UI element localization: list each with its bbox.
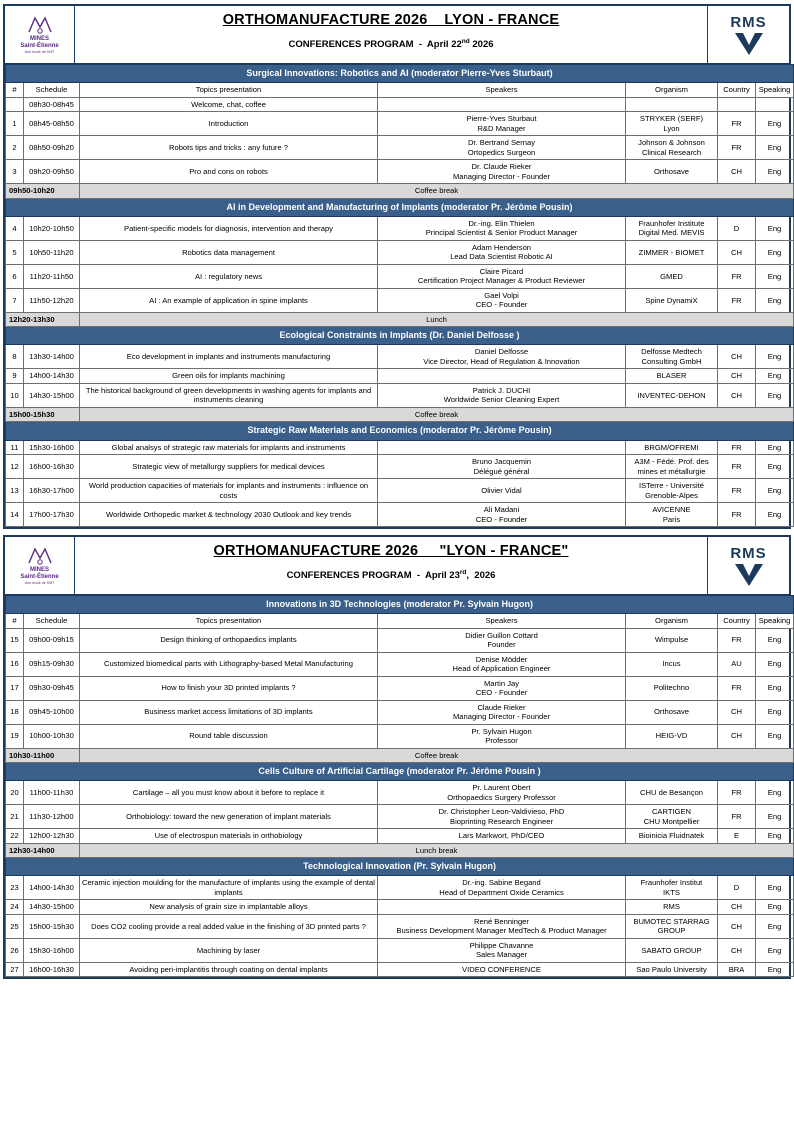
- row-number: 14: [6, 503, 24, 527]
- rms-logo-mark-icon: [735, 564, 763, 586]
- rms-logo-mark-icon: [735, 33, 763, 55]
- table-row: [6, 383, 794, 407]
- row-speaking: Eng: [756, 724, 794, 748]
- row-country: FR: [718, 781, 756, 805]
- row-country: CH: [718, 938, 756, 962]
- column-header: Speakers: [378, 83, 626, 97]
- row-organism: CARTIGEN CHU Montpellier: [626, 805, 718, 829]
- row-country: BRA: [718, 962, 756, 976]
- row-schedule: 15h30-16h00: [24, 938, 80, 962]
- row-number: 5: [6, 240, 24, 264]
- row-number: 18: [6, 700, 24, 724]
- table-row: [6, 97, 794, 111]
- table-row: [6, 829, 794, 843]
- row-speaking: Eng: [756, 876, 794, 900]
- table-row: [6, 805, 794, 829]
- row-country: FR: [718, 288, 756, 312]
- table-row: [6, 628, 794, 652]
- row-speaker: Philippe Chavanne Sales Manager: [378, 938, 626, 962]
- row-organism: Johnson & Johnson Clinical Research: [626, 136, 718, 160]
- row-number: 6: [6, 264, 24, 288]
- row-speaker: [378, 900, 626, 914]
- row-speaker: Claude Rieker Managing Director - Founder: [378, 700, 626, 724]
- row-topic: Pro and cons on robots: [80, 160, 378, 184]
- break-row: [6, 407, 794, 421]
- row-speaking: Eng: [756, 369, 794, 383]
- row-organism: STRYKER (SERF) Lyon: [626, 112, 718, 136]
- row-organism: INVENTEC-DEHON: [626, 383, 718, 407]
- row-topic: Machining by laser: [80, 938, 378, 962]
- column-header: Speakers: [378, 614, 626, 628]
- break-time: 09h50-10h20: [6, 184, 80, 198]
- row-schedule: 11h50-12h20: [24, 288, 80, 312]
- row-speaking: Eng: [756, 628, 794, 652]
- column-header: Schedule: [24, 83, 80, 97]
- section-title-row: [6, 198, 794, 216]
- row-number: 19: [6, 724, 24, 748]
- section-title: Ecological Constraints in Implants (Dr. Daniel Delfosse ): [6, 327, 794, 345]
- break-label: Coffee break: [80, 407, 794, 421]
- row-number: 4: [6, 216, 24, 240]
- row-speaker: Pr. Sylvain Hugon Professor: [378, 724, 626, 748]
- mines-logo-name-2: MINES Saint-Étienne: [20, 566, 59, 580]
- row-organism: [626, 97, 718, 111]
- break-label: Coffee break: [80, 748, 794, 762]
- row-schedule: 08h50-09h20: [24, 136, 80, 160]
- row-organism: Spine DynamiX: [626, 288, 718, 312]
- row-topic: Does CO2 cooling provide a real added value in the finishing of 3D printed parts ?: [80, 914, 378, 938]
- row-topic: Orthobiology: toward the new generation of implant materials: [80, 805, 378, 829]
- row-country: FR: [718, 628, 756, 652]
- row-schedule: 14h00-14h30: [24, 369, 80, 383]
- row-number: 16: [6, 652, 24, 676]
- day2-main-title: ORTHOMANUFACTURE 2026 "LYON - FRANCE": [213, 543, 569, 560]
- row-speaking: Eng: [756, 829, 794, 843]
- break-label: Lunch break: [80, 843, 794, 857]
- row-speaking: Eng: [756, 900, 794, 914]
- row-number: 12: [6, 455, 24, 479]
- row-number: 26: [6, 938, 24, 962]
- row-schedule: 10h00-10h30: [24, 724, 80, 748]
- break-time: 12h30-14h00: [6, 843, 80, 857]
- row-country: D: [718, 876, 756, 900]
- row-speaking: Eng: [756, 136, 794, 160]
- column-header: Speaking: [756, 614, 794, 628]
- column-header: Topics presentation: [80, 614, 378, 628]
- table-row: [6, 369, 794, 383]
- row-organism: Delfosse Medtech Consulting GmbH: [626, 345, 718, 369]
- row-number: 15: [6, 628, 24, 652]
- row-speaker: Dr. Christopher Leon-Valdivieso, PhD Bioprinting Research Engineer: [378, 805, 626, 829]
- row-country: FR: [718, 676, 756, 700]
- mines-logo-2: [5, 537, 75, 594]
- section-title: Cells Culture of Artificial Cartilage (moderator Pr. Jérôme Pousin ): [6, 763, 794, 781]
- row-number: 8: [6, 345, 24, 369]
- row-topic: Strategic view of metallurgy suppliers for medical devices: [80, 455, 378, 479]
- row-topic: The historical background of green developments in washing agents for implants and instruments cleaning: [80, 383, 378, 407]
- table-row: [6, 160, 794, 184]
- row-speaking: Eng: [756, 479, 794, 503]
- section-title-row: [6, 763, 794, 781]
- table-row: [6, 345, 794, 369]
- row-topic: AI : regulatory news: [80, 264, 378, 288]
- mines-logo-sub-2: Une école de l'IMT: [24, 581, 55, 586]
- row-topic: Green oils for implants machining: [80, 369, 378, 383]
- table-row: [6, 440, 794, 454]
- row-schedule: 09h30-09h45: [24, 676, 80, 700]
- row-speaker: Lars Markwort, PhD/CEO: [378, 829, 626, 843]
- row-country: CH: [718, 369, 756, 383]
- row-schedule: 14h30-15h00: [24, 900, 80, 914]
- row-speaking: Eng: [756, 938, 794, 962]
- row-number: 3: [6, 160, 24, 184]
- row-organism: RMS: [626, 900, 718, 914]
- mines-logo-name: MINES Saint-Étienne: [20, 35, 59, 49]
- row-speaking: Eng: [756, 345, 794, 369]
- row-number: 27: [6, 962, 24, 976]
- row-speaker: Ali Madani CEO - Founder: [378, 503, 626, 527]
- row-speaker: Daniel Delfosse Vice Director, Head of Regulation & Innovation: [378, 345, 626, 369]
- row-organism: Politechno: [626, 676, 718, 700]
- table-row: [6, 112, 794, 136]
- row-speaking: Eng: [756, 676, 794, 700]
- row-country: D: [718, 216, 756, 240]
- day1-block: [3, 4, 791, 529]
- row-schedule: 10h20-10h50: [24, 216, 80, 240]
- row-schedule: 16h30-17h00: [24, 479, 80, 503]
- row-schedule: 09h15-09h30: [24, 652, 80, 676]
- row-topic: Avoiding peri-implantitis through coating on dental implants: [80, 962, 378, 976]
- break-time: 12h20-13h30: [6, 312, 80, 326]
- row-speaker: Bruno Jacquemin Délégué général: [378, 455, 626, 479]
- row-country: CH: [718, 914, 756, 938]
- day1-header: [5, 6, 789, 64]
- table-row: [6, 652, 794, 676]
- day2-block: [3, 535, 791, 979]
- table-row: [6, 914, 794, 938]
- row-topic: World production capacities of materials for implants and instruments : influence on costs: [80, 479, 378, 503]
- row-topic: Ceramic injection moulding for the manufacture of implants using the example of dental implants: [80, 876, 378, 900]
- day2-table-body: [6, 596, 794, 977]
- row-schedule: 13h30-14h00: [24, 345, 80, 369]
- row-schedule: 14h00-14h30: [24, 876, 80, 900]
- rms-logo-2: [707, 537, 789, 594]
- row-speaker: Olivier Vidal: [378, 479, 626, 503]
- table-row: [6, 938, 794, 962]
- row-country: FR: [718, 455, 756, 479]
- section-title-row: [6, 422, 794, 440]
- row-speaker: Adam Henderson Lead Data Scientist Robotic AI: [378, 240, 626, 264]
- row-country: [718, 97, 756, 111]
- row-schedule: 09h45-10h00: [24, 700, 80, 724]
- row-speaker: [378, 440, 626, 454]
- row-number: 17: [6, 676, 24, 700]
- column-header: #: [6, 614, 24, 628]
- mines-logo: [5, 6, 75, 63]
- row-number: 24: [6, 900, 24, 914]
- row-topic: Robotics data management: [80, 240, 378, 264]
- break-row: [6, 312, 794, 326]
- row-number: 7: [6, 288, 24, 312]
- row-country: CH: [718, 724, 756, 748]
- row-topic: Worldwide Orthopedic market & technology 2030 Outlook and key trends: [80, 503, 378, 527]
- row-speaker: Claire Picard Certification Project Manager & Product Reviewer: [378, 264, 626, 288]
- column-header: Speaking: [756, 83, 794, 97]
- row-schedule: 15h30-16h00: [24, 440, 80, 454]
- break-row: [6, 184, 794, 198]
- day1-main-title: ORTHOMANUFACTURE 2026 LYON - FRANCE: [222, 12, 560, 28]
- row-speaker: Pierre-Yves Sturbaut R&D Manager: [378, 112, 626, 136]
- row-speaking: Eng: [756, 455, 794, 479]
- section-title: Strategic Raw Materials and Economics (moderator Pr. Jérôme Pousin): [6, 422, 794, 440]
- row-organism: Fraunhofer Institute Digital Med. MEVIS: [626, 216, 718, 240]
- day2-program-table: [5, 595, 794, 977]
- row-organism: Bioinicia Fluidnatek: [626, 829, 718, 843]
- table-row: [6, 900, 794, 914]
- row-topic: How to finish your 3D printed implants ?: [80, 676, 378, 700]
- row-speaker: Didier Guillon Cottard Founder: [378, 628, 626, 652]
- row-schedule: 14h30-15h00: [24, 383, 80, 407]
- row-number: 1: [6, 112, 24, 136]
- row-topic: Global analsys of strategic raw materials for implants and instruments: [80, 440, 378, 454]
- section-title-row: [6, 65, 794, 83]
- row-topic: Customized biomedical parts with Lithography-based Metal Manufacturing: [80, 652, 378, 676]
- row-speaking: Eng: [756, 383, 794, 407]
- row-organism: Fraunhofer Institut IKTS: [626, 876, 718, 900]
- row-number: 13: [6, 479, 24, 503]
- row-organism: ISTerre - Université Grenoble-Alpes: [626, 479, 718, 503]
- table-row: [6, 479, 794, 503]
- row-speaker: Patrick J. DUCHI Worldwide Senior Cleaning Expert: [378, 383, 626, 407]
- day1-title-area: [75, 6, 707, 63]
- row-topic: Introduction: [80, 112, 378, 136]
- row-organism: ZIMMER - BIOMET: [626, 240, 718, 264]
- row-speaking: Eng: [756, 781, 794, 805]
- day1-program-table: [5, 64, 794, 527]
- day1-subtitle: CONFERENCES PROGRAM - April 22nd 2026: [288, 38, 494, 51]
- row-country: CH: [718, 240, 756, 264]
- row-speaker: René Benninger Business Development Manager MedTech & Product Manager: [378, 914, 626, 938]
- table-row: [6, 136, 794, 160]
- table-row: [6, 240, 794, 264]
- row-organism: Wimpulse: [626, 628, 718, 652]
- row-speaking: Eng: [756, 160, 794, 184]
- row-topic: Patient-specific models for diagnosis, intervention and therapy: [80, 216, 378, 240]
- mines-emblem-icon: [25, 546, 55, 566]
- row-schedule: 16h00-16h30: [24, 962, 80, 976]
- row-speaker: Dr.-ing. Elin Thielen Principal Scientist & Senior Product Manager: [378, 216, 626, 240]
- break-row: [6, 748, 794, 762]
- row-schedule: 11h20-11h50: [24, 264, 80, 288]
- row-organism: BRGM/OFREMI: [626, 440, 718, 454]
- table-row: [6, 781, 794, 805]
- row-speaker: [378, 97, 626, 111]
- row-number: 10: [6, 383, 24, 407]
- row-country: FR: [718, 440, 756, 454]
- rms-logo-text-2: RMS: [730, 545, 767, 563]
- table-row: [6, 264, 794, 288]
- section-title: AI in Development and Manufacturing of Implants (moderator Pr. Jérôme Pousin): [6, 198, 794, 216]
- column-header: Organism: [626, 83, 718, 97]
- row-topic: Round table discussion: [80, 724, 378, 748]
- row-speaking: Eng: [756, 914, 794, 938]
- row-organism: BLASER: [626, 369, 718, 383]
- row-country: FR: [718, 264, 756, 288]
- row-speaking: Eng: [756, 700, 794, 724]
- row-topic: AI : An example of application in spine implants: [80, 288, 378, 312]
- row-speaking: Eng: [756, 440, 794, 454]
- break-time: 15h00-15h30: [6, 407, 80, 421]
- section-title-row: [6, 596, 794, 614]
- row-country: E: [718, 829, 756, 843]
- break-label: Coffee break: [80, 184, 794, 198]
- day2-title-area: [75, 537, 707, 594]
- section-title: Innovations in 3D Technologies (moderator Pr. Sylvain Hugon): [6, 596, 794, 614]
- row-speaking: Eng: [756, 216, 794, 240]
- row-topic: Use of electrospun materials in orthobiology: [80, 829, 378, 843]
- row-speaking: Eng: [756, 805, 794, 829]
- row-schedule: 08h45-08h50: [24, 112, 80, 136]
- row-speaking: Eng: [756, 288, 794, 312]
- day2-subtitle: CONFERENCES PROGRAM - April 23rd, 2026: [286, 569, 496, 582]
- row-country: CH: [718, 160, 756, 184]
- column-header-row: [6, 83, 794, 97]
- row-number: 9: [6, 369, 24, 383]
- row-schedule: 09h00-09h15: [24, 628, 80, 652]
- row-topic: Welcome, chat, coffee: [80, 97, 378, 111]
- day1-table-body: [6, 65, 794, 527]
- row-topic: Cartilage – all you must know about it before to replace it: [80, 781, 378, 805]
- column-header: Topics presentation: [80, 83, 378, 97]
- row-number: 21: [6, 805, 24, 829]
- row-country: FR: [718, 479, 756, 503]
- mines-emblem-icon: [25, 15, 55, 35]
- row-country: FR: [718, 805, 756, 829]
- row-speaking: Eng: [756, 240, 794, 264]
- row-schedule: 17h00-17h30: [24, 503, 80, 527]
- table-row: [6, 676, 794, 700]
- row-number: 2: [6, 136, 24, 160]
- break-time: 10h30-11h00: [6, 748, 80, 762]
- row-organism: Incus: [626, 652, 718, 676]
- row-speaker: Gael Volpi CEO - Founder: [378, 288, 626, 312]
- column-header: Schedule: [24, 614, 80, 628]
- section-title-row: [6, 327, 794, 345]
- table-row: [6, 724, 794, 748]
- row-organism: HEIG-VD: [626, 724, 718, 748]
- row-schedule: 09h20-09h50: [24, 160, 80, 184]
- row-schedule: 11h30-12h00: [24, 805, 80, 829]
- row-speaking: Eng: [756, 962, 794, 976]
- row-country: CH: [718, 700, 756, 724]
- row-speaker: Dr.-ing. Sabine Begand Head of Department Oxide Ceramics: [378, 876, 626, 900]
- section-title-row: [6, 858, 794, 876]
- row-schedule: 10h50-11h20: [24, 240, 80, 264]
- rms-logo-text: RMS: [730, 14, 767, 31]
- row-country: FR: [718, 503, 756, 527]
- row-number: 23: [6, 876, 24, 900]
- column-header: Organism: [626, 614, 718, 628]
- table-row: [6, 216, 794, 240]
- row-speaker: VIDEO CONFERENCE: [378, 962, 626, 976]
- row-number: [6, 97, 24, 111]
- row-country: FR: [718, 112, 756, 136]
- table-row: [6, 876, 794, 900]
- row-organism: A3M - Fédé. Prof. des mines et métallurgie: [626, 455, 718, 479]
- row-country: CH: [718, 345, 756, 369]
- table-row: [6, 503, 794, 527]
- row-schedule: 11h00-11h30: [24, 781, 80, 805]
- row-number: 11: [6, 440, 24, 454]
- row-country: CH: [718, 383, 756, 407]
- break-label: Lunch: [80, 312, 794, 326]
- row-schedule: 15h00-15h30: [24, 914, 80, 938]
- row-organism: CHU de Besançon: [626, 781, 718, 805]
- row-organism: AVICENNE Paris: [626, 503, 718, 527]
- section-title: Surgical Innovations: Robotics and AI (moderator Pierre-Yves Sturbaut): [6, 65, 794, 83]
- row-number: 20: [6, 781, 24, 805]
- table-row: [6, 962, 794, 976]
- row-country: AU: [718, 652, 756, 676]
- column-header-row: [6, 614, 794, 628]
- row-speaking: Eng: [756, 112, 794, 136]
- row-schedule: 12h00-12h30: [24, 829, 80, 843]
- row-speaking: [756, 97, 794, 111]
- row-speaker: [378, 369, 626, 383]
- row-organism: Orthosave: [626, 700, 718, 724]
- row-schedule: 08h30-08h45: [24, 97, 80, 111]
- row-speaker: Pr. Laurent Obert Orthopaedics Surgery Professor: [378, 781, 626, 805]
- row-number: 25: [6, 914, 24, 938]
- row-country: CH: [718, 900, 756, 914]
- column-header: Country: [718, 614, 756, 628]
- row-organism: SABATO GROUP: [626, 938, 718, 962]
- section-title: Technological Innovation (Pr. Sylvain Hugon): [6, 858, 794, 876]
- row-schedule: 16h00-16h30: [24, 455, 80, 479]
- row-topic: Design thinking of orthopaedics implants: [80, 628, 378, 652]
- row-speaker: Dr. Claude Rieker Managing Director - Founder: [378, 160, 626, 184]
- break-row: [6, 843, 794, 857]
- table-row: [6, 288, 794, 312]
- row-speaker: Martin Jay CEO - Founder: [378, 676, 626, 700]
- row-organism: Orthosave: [626, 160, 718, 184]
- row-topic: Business market access limitations of 3D implants: [80, 700, 378, 724]
- row-topic: Robots tips and tricks : any future ?: [80, 136, 378, 160]
- row-topic: New analysis of grain size in implantable alloys: [80, 900, 378, 914]
- row-organism: GMED: [626, 264, 718, 288]
- table-row: [6, 455, 794, 479]
- mines-logo-sub: Une école de l'IMT: [24, 50, 55, 55]
- rms-logo: [707, 6, 789, 63]
- row-speaking: Eng: [756, 652, 794, 676]
- row-number: 22: [6, 829, 24, 843]
- row-speaking: Eng: [756, 503, 794, 527]
- row-country: FR: [718, 136, 756, 160]
- column-header: #: [6, 83, 24, 97]
- row-organism: BUMOTEC STARRAG GROUP: [626, 914, 718, 938]
- day2-header: [5, 537, 789, 595]
- row-organism: Sao Paulo University: [626, 962, 718, 976]
- row-speaking: Eng: [756, 264, 794, 288]
- table-row: [6, 700, 794, 724]
- row-topic: Eco development in implants and instruments manufacturing: [80, 345, 378, 369]
- column-header: Country: [718, 83, 756, 97]
- row-speaker: Denise Mödder Head of Application Engineer: [378, 652, 626, 676]
- row-speaker: Dr. Bertrand Sernay Ortopedics Surgeon: [378, 136, 626, 160]
